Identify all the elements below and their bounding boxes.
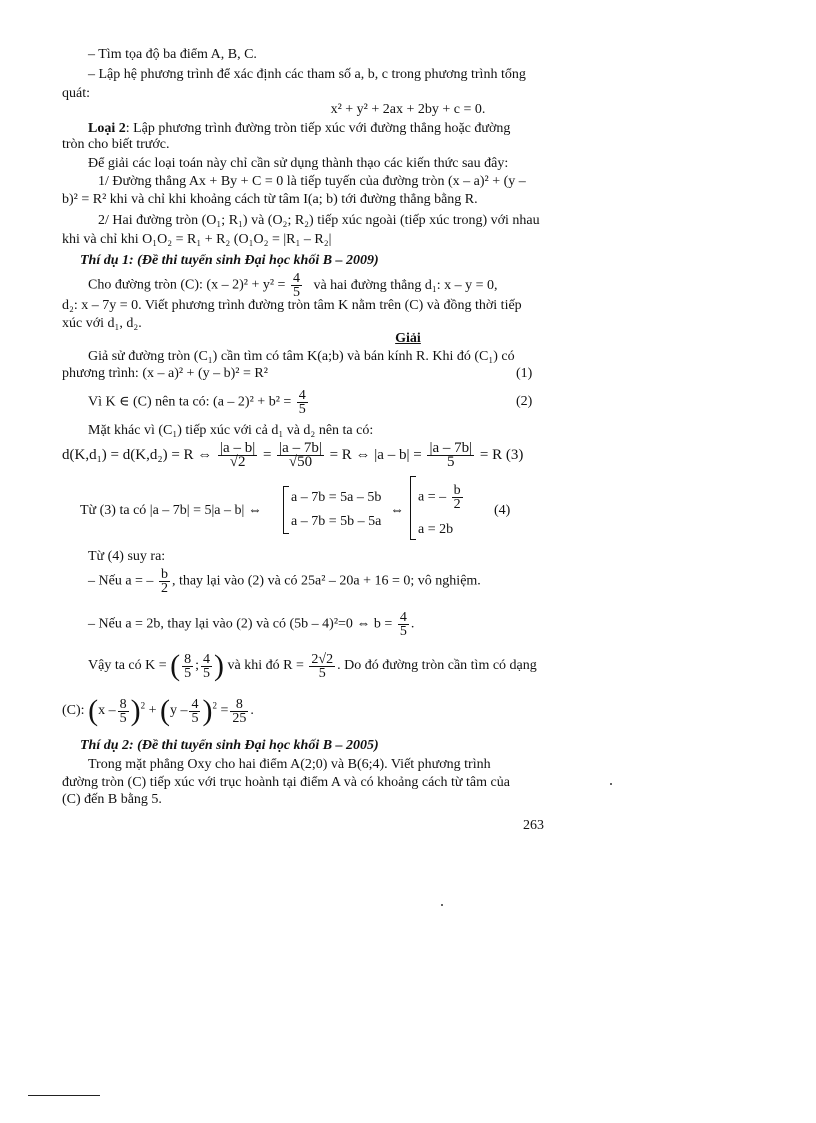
example1-title: Thí dụ 1: (Đề thi tuyển sinh Đại học khối B – 2009) [80,253,379,268]
fraction-numerator: |a – 7b| [429,440,473,456]
text-line: d₂: x – 7y = 0. Viết phương trình đường tròn tâm K nằm trên (C) và đồng thời tiếp [62,298,522,313]
fraction-numerator: 2√2 [311,651,334,667]
paren-close: ) [130,694,141,727]
equation-part: , thay lại vào (2) và có 25a² – 20a + 16 = 0; vô nghiệm. [171,573,481,589]
fraction-denominator: 25 [232,710,247,726]
loai2-label: Loại 2 [88,121,126,136]
example1-text-a: Cho đường tròn (C): (x – 2)² + y² = [88,277,286,293]
equation-part: – Nếu a = 2b, thay lại vào (2) và có (5b – 4)²=0 ⇔ b = [88,616,393,632]
footer-rule [28,1095,100,1096]
conclusion-line: Vậy ta có K = ( $\frac{8}{5}$ ; $\frac{4}{5}$ ) và khi đó R = $\frac{2√2}{5}$ . Do đó đường tròn cần tìm có dạng [88,649,537,682]
bracket-bottom [410,539,416,540]
text-line: Giả sử đường tròn (C₁) cần tìm có tâm K(a;b) và bán kính R. Khi đó (C₁) có [88,349,515,364]
equation-part: – Nếu a = – [88,573,154,589]
text-line: tròn cho biết trước. [62,137,170,152]
paren-open: ( [88,694,99,727]
fraction-8-25 [230,698,248,725]
fraction-8-5 [118,698,129,725]
text-line: Để giải các loại toán này chỉ cần sử dụng thành thạo các kiến thức sau đây: [88,156,509,171]
fraction-numerator: 4 [203,651,211,667]
equation-part: (C): [62,703,85,719]
bracket [283,486,284,534]
equation-number: (4) [494,503,511,518]
text-line: đường tròn (C) tiếp xúc với trục hoành tại điểm A và có khoảng cách từ tâm của [62,775,510,790]
speck [610,783,612,785]
fraction-denominator: 5 [447,454,455,470]
paren-close: ) [214,649,225,682]
fraction-b-2 [159,568,170,595]
text-line: phương trình: (x – a)² + (y – b)² = R² [62,366,268,381]
text-line: – Lập hệ phương trình để xác định các tham số a, b, c trong phương trình tổng [88,67,526,82]
fraction-numerator: 8 [119,696,127,712]
case-1 [88,568,481,595]
text-line: 1/ Đường thẳng Ax + By + C = 0 là tiếp tuyến của đường tròn (x – a)² + (y – [98,174,526,189]
fraction-numerator: b [453,483,461,498]
system-eq [418,484,465,511]
example1-line1 [88,272,498,299]
bracket [410,476,411,540]
fraction [218,442,257,469]
example1-text-b: và hai đường thẳng d₁: x – y = 0, [313,277,498,293]
fraction-numerator: 4 [191,696,199,712]
system-eq: a = 2b [418,522,454,537]
fraction-denominator: √50 [288,454,313,470]
fraction-b-2 [452,484,463,511]
fraction-denominator: 5 [119,710,127,726]
equation-part: . Do đó đường tròn cần tìm có dạng [337,658,537,674]
loai2-line [88,121,510,137]
system-eq: a – 7b = 5b – 5a [291,514,382,529]
text-line: 2/ Hai đường tròn (O₁; R₁) và (O₂; R₂) tiếp xúc ngoài (tiếp xúc trong) với nhau [98,213,540,228]
text-line: quát: [62,86,90,101]
fraction-denominator: 5 [292,285,300,300]
fraction-numerator: 8 [230,698,248,712]
paren-close: ) [202,694,213,727]
text-line: xúc với d₁, d₂. [62,316,142,331]
distance-equation [62,442,523,469]
solution-line-3 [88,389,310,416]
fraction-numerator: |a – b| [220,440,256,456]
fraction-8-5 [182,653,193,680]
text-line: Trong mặt phẳng Oxy cho hai điểm A(2;0) và B(6;4). Viết phương trình [88,757,491,772]
equation-part: d(K,d₁) = d(K,d₂) = R ⇔ [62,446,213,463]
fraction-denominator: 2 [453,497,461,512]
fraction-denominator: 5 [318,665,326,681]
paren-open: ( [159,694,170,727]
fraction-numerator: 4 [292,271,300,286]
case-2: – Nếu a = 2b, thay lại vào (2) và có (5b – 4)²=0 ⇔ b = $\frac{4}{5}$ . [88,610,415,639]
fraction-denominator: √2 [229,454,246,470]
fraction-4-5 [297,389,308,416]
fraction-denominator: 5 [399,624,407,639]
fraction-numerator: 4 [298,388,306,403]
fraction-4-5 [201,653,212,680]
iff-symbol: ⇔ [390,503,404,518]
equation-general: x² + y² + 2ax + 2by + c = 0. [330,102,486,117]
solution-text: Vì K ∈ (C) nên ta có: (a – 2)² + b² = [88,394,292,410]
fraction-2r2-5 [309,653,335,680]
circle-equation: (C): (x – $\frac{8}{5}$ )$^2$ + (y – $\frac{4}{5}$ )$^2$ = $\frac{8}{25}$ . [62,694,254,727]
fraction-denominator: 2 [160,581,168,596]
equation-part: = R (3) [479,446,524,463]
text-line: Mặt khác vì (C₁) tiếp xúc với cả d₁ và d₂ nên ta có: [88,423,374,438]
equation-number: (2) [516,394,533,409]
speck [441,904,443,906]
fraction-denominator: 5 [203,665,211,681]
equation-part: a = – [418,489,447,505]
text-line: (C) đến B bằng 5. [62,792,162,807]
equation-part: Vậy ta có K = [88,658,167,674]
paren-open: ( [170,649,181,682]
solution-heading: Giải [395,331,421,346]
fraction-numerator: 4 [399,610,407,625]
fraction-denominator: 5 [191,710,199,726]
bracket-bottom [283,533,289,534]
fraction [427,442,474,469]
fraction-numerator: 8 [184,651,192,667]
fraction-4-5 [291,272,302,299]
equation-number: (1) [516,366,533,381]
system-lhs: Từ (3) ta có |a – 7b| = 5|a – b| ⇔ [80,503,262,518]
fraction-denominator: 5 [298,402,306,417]
page-number: 263 [523,818,544,833]
loai2-text: : Lập phương trình đường tròn tiếp xúc với đường thẳng hoặc đường [125,121,511,136]
fraction-4-5 [189,698,200,725]
text-line: – Tìm tọa độ ba điểm A, B, C. [88,47,257,62]
text-line: khi và chỉ khi O₁O₂ = R₁ + R₂ (O₁O₂ = |R₁ – R₂| [62,232,332,247]
equation-part: = [262,446,272,463]
fraction-numerator: |a – 7b| [279,440,322,456]
equation-part: và khi đó R = [227,658,304,674]
fraction-denominator: 5 [184,665,192,681]
equation-part: = R ⇔ |a – b| = [329,446,422,463]
example2-title: Thí dụ 2: (Đề thi tuyển sinh Đại học khối B – 2005) [80,738,379,753]
text-line: b)² = R² khi và chỉ khi khoảng cách từ tâm I(a; b) tới đường thẳng bằng R. [62,192,478,207]
text-line: Từ (4) suy ra: [88,549,166,564]
fraction [277,442,324,469]
fraction-numerator: b [160,567,168,582]
system-eq: a – 7b = 5a – 5b [291,490,382,505]
fraction-4-5 [398,611,409,638]
